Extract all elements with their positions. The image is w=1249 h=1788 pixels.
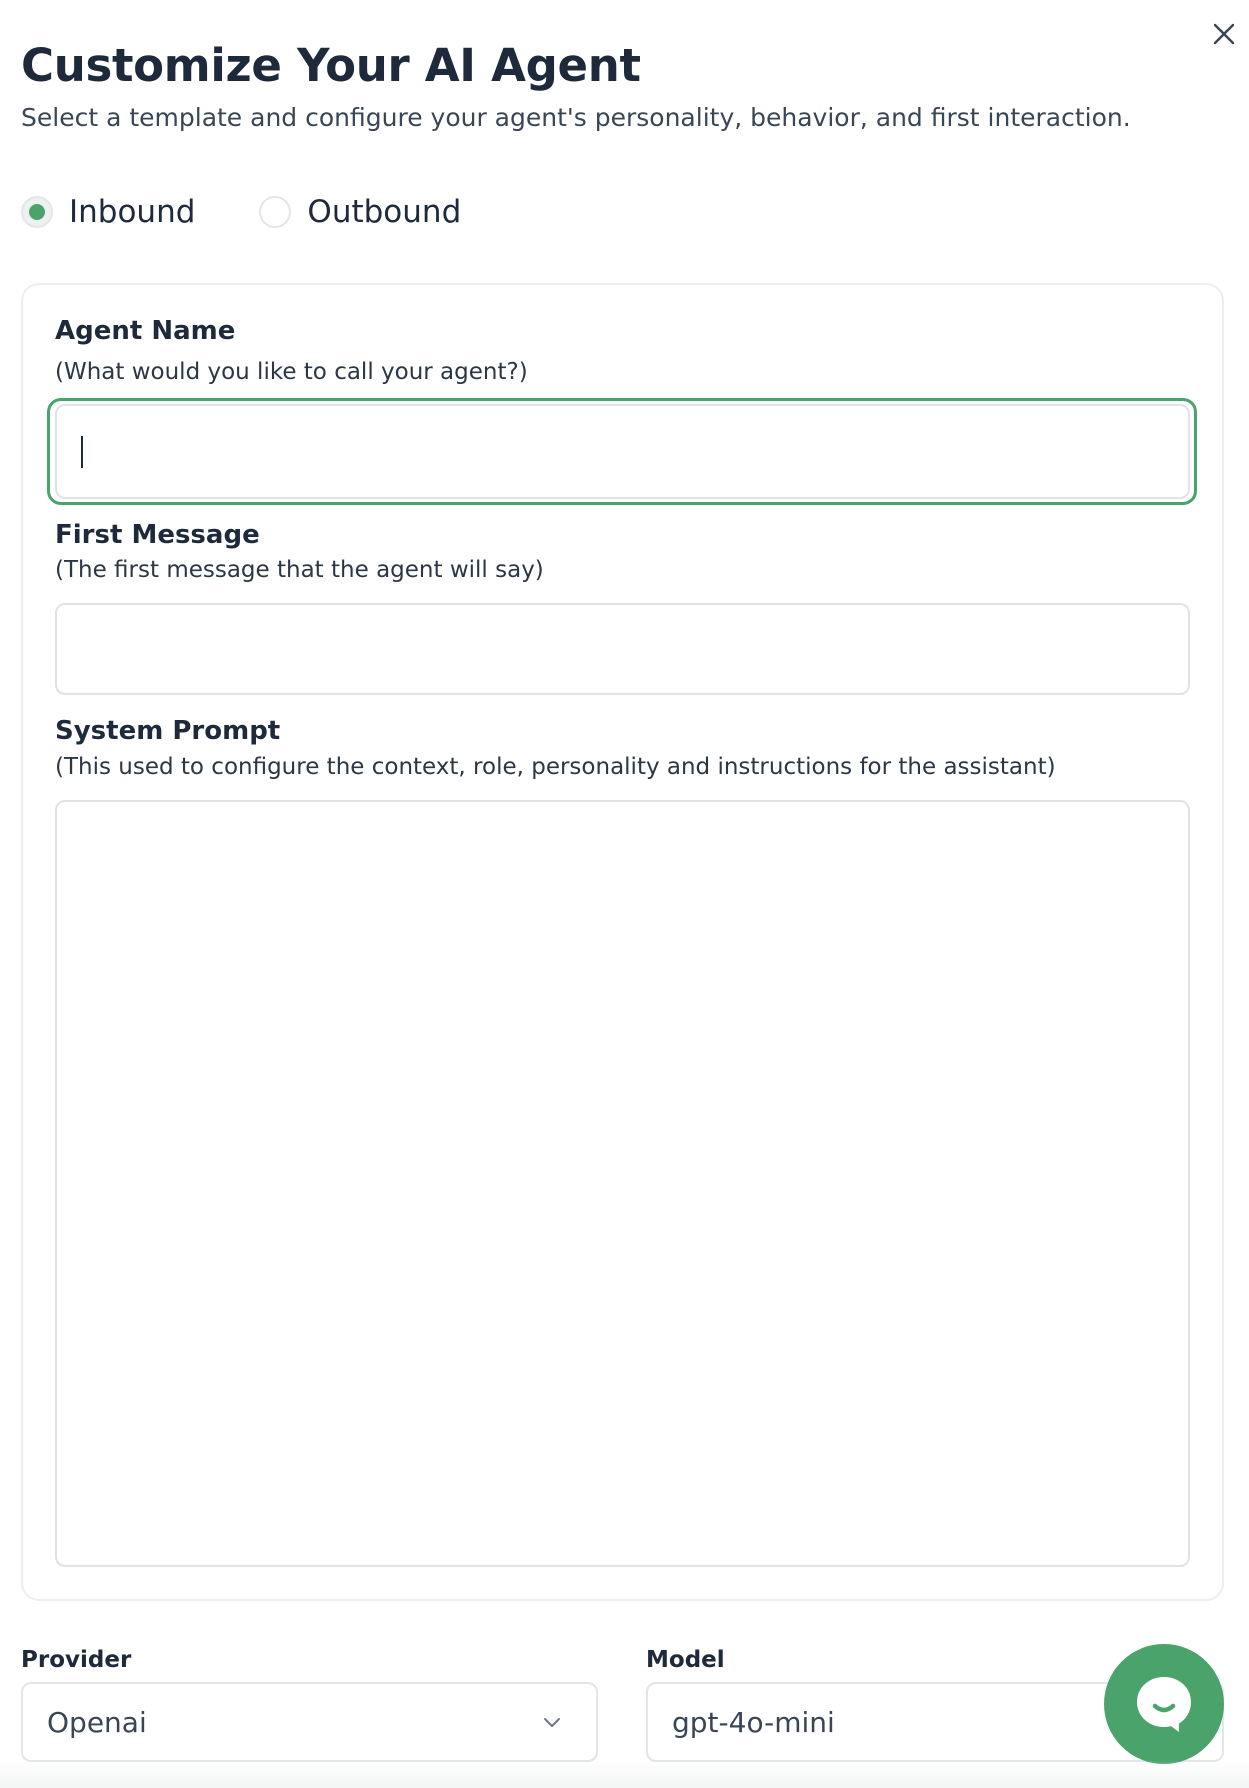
- modal-title: Customize Your AI Agent: [21, 39, 641, 92]
- radio-outbound-button[interactable]: [259, 196, 291, 228]
- chat-widget-button[interactable]: [1104, 1644, 1224, 1764]
- first-message-label: First Message: [55, 520, 260, 550]
- chevron-down-icon: [540, 1710, 564, 1734]
- model-label: Model: [646, 1647, 725, 1673]
- system-prompt-textarea[interactable]: [55, 800, 1190, 1567]
- system-prompt-help: (This used to configure the context, role, personality and instructions for the assistant): [55, 754, 1056, 780]
- agent-name-help: (What would you like to call your agent?): [55, 359, 528, 385]
- model-value: gpt-4o-mini: [672, 1705, 835, 1739]
- provider-select[interactable]: [21, 1682, 598, 1762]
- provider-label: Provider: [21, 1647, 132, 1673]
- radio-inbound[interactable]: [21, 192, 195, 232]
- bottom-scroll-fade: [0, 1760, 1249, 1788]
- radio-outbound-label: Outbound: [307, 194, 462, 230]
- close-icon: [1213, 23, 1235, 45]
- radio-selected-dot: [29, 204, 45, 220]
- radio-inbound-label: Inbound: [69, 194, 196, 230]
- radio-inbound-button[interactable]: [21, 196, 53, 228]
- agent-name-input[interactable]: [55, 404, 1190, 499]
- text-caret: [81, 436, 83, 468]
- agent-name-label: Agent Name: [55, 316, 236, 346]
- first-message-input[interactable]: [55, 603, 1190, 695]
- radio-outbound[interactable]: [259, 192, 461, 232]
- system-prompt-label: System Prompt: [55, 716, 281, 746]
- close-button[interactable]: [1206, 16, 1242, 52]
- chat-bubble-icon: [1133, 1673, 1195, 1735]
- first-message-help: (The first message that the agent will say): [55, 557, 544, 583]
- agent-direction-radio-group: [21, 190, 461, 234]
- provider-selected-value: Openai: [47, 1705, 147, 1739]
- modal-subtitle: Select a template and configure your agent's personality, behavior, and first interaction.: [21, 103, 1131, 132]
